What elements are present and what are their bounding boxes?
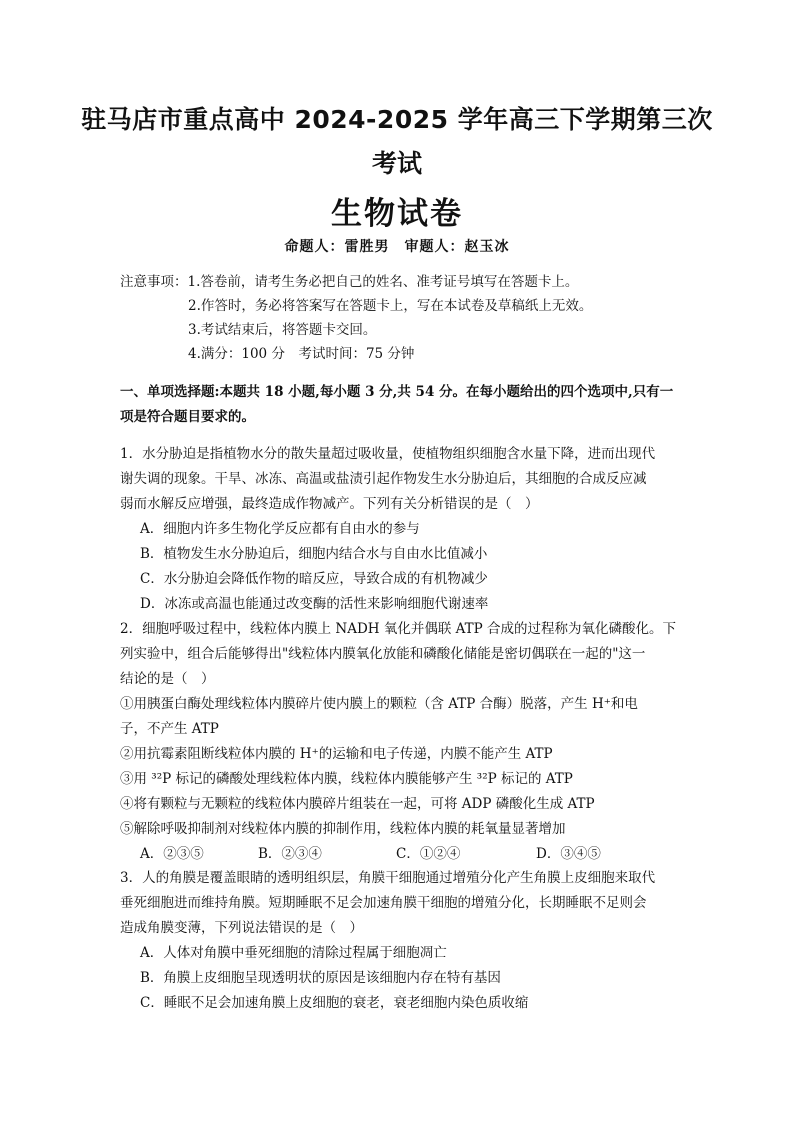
- option-a: A．人体对角膜中垂死细胞的清除过程属于细胞凋亡: [140, 945, 447, 961]
- subject-title: 生物试卷: [331, 196, 463, 232]
- question-3: [120, 866, 680, 1016]
- choice-b: B．②③④: [258, 846, 322, 862]
- choice-d: D．③④⑤: [536, 846, 601, 862]
- option-b: B．角膜上皮细胞呈现透明状的原因是该细胞内存在特有基因: [140, 970, 501, 986]
- exam-notes: [120, 270, 592, 366]
- statement-3: ③用 ³²P 标记的磷酸处理线粒体内膜，线粒体内膜能够产生 ³²P 标记的 ATP: [120, 771, 573, 787]
- question-1: [120, 442, 680, 617]
- option-c: C．睡眠不足会加速角膜上皮细胞的衰老，衰老细胞内染色质收缩: [140, 995, 529, 1011]
- note-item: 3.考试结束后，将答题卡交回。: [188, 322, 377, 338]
- exam-title-line2: 考试: [371, 149, 422, 178]
- notes-label: 注意事项：: [120, 274, 188, 290]
- statement-4: ④将有颗粒与无颗粒的线粒体内膜碎片组装在一起，可将 ADP 磷酸化生成 ATP: [120, 796, 595, 812]
- statement-2: ②用抗霉素阻断线粒体内膜的 H⁺的运输和电子传递，内膜不能产生 ATP: [120, 746, 553, 762]
- statement-1-cont: 子，不产生 ATP: [120, 721, 219, 737]
- choice-a: A．②③⑤: [140, 846, 204, 862]
- question-stem-line: 结论的是（ ）: [120, 671, 215, 687]
- note-item: 4.满分：100 分 考试时间：75 分钟: [188, 346, 415, 362]
- question-stem-line: 造成角膜变薄，下列说法错误的是（ ）: [120, 920, 363, 936]
- note-item: 2.作答时，务必将答案写在答题卡上，写在本试卷及草稿纸上无效。: [188, 298, 593, 314]
- option-c: C．水分胁迫会降低作物的暗反应，导致合成的有机物减少: [140, 571, 488, 587]
- question-stem-line: 弱而水解反应增强，最终造成作物减产。下列有关分析错误的是（ ）: [120, 496, 539, 512]
- exam-title-line1: 驻马店市重点高中 2024-2025 学年高三下学期第三次: [81, 105, 713, 134]
- statement-1: ①用胰蛋白酶处理线粒体内膜碎片使内膜上的颗粒（含 ATP 合酶）脱落，产生 H⁺和电: [120, 696, 638, 712]
- question-stem-line: 垂死细胞进而维持角膜。短期睡眠不足会加速角膜干细胞的增殖分化，长期睡眠不足则会: [120, 895, 647, 911]
- statement-5: ⑤解除呼吸抑制剂对线粒体内膜的抑制作用，线粒体内膜的耗氧量显著增加: [120, 821, 566, 837]
- option-b: B．植物发生水分胁迫后，细胞内结合水与自由水比值减小: [140, 546, 488, 562]
- answer-choices: [120, 842, 680, 867]
- question-2: [120, 617, 680, 867]
- section-heading-line: 一、单项选择题:本题共 18 小题,每小题 3 分,共 54 分。在每小题给出的四个选项中,只有一: [120, 384, 674, 400]
- question-stem-line: 1．水分胁迫是指植物水分的散失量超过吸收量，使植物组织细胞含水量下降，进而出现代: [120, 446, 656, 462]
- option-d: D．冰冻或高温也能通过改变酶的活性来影响细胞代谢速率: [140, 596, 489, 612]
- question-stem-line: 列实验中，组合后能够得出"线粒体内膜氧化放能和磷酸化储能是密切偶联在一起的"这一: [120, 646, 646, 662]
- question-stem-line: 2．细胞呼吸过程中，线粒体内膜上 NADH 氧化并偶联 ATP 合成的过程称为氧化磷酸化。下: [120, 621, 677, 637]
- section-heading: [120, 380, 680, 430]
- question-stem-line: 3．人的角膜是覆盖眼睛的透明组织层，角膜干细胞通过增殖分化产生角膜上皮细胞来取代: [120, 870, 656, 886]
- choice-c: C．①②④: [396, 846, 461, 862]
- question-stem-line: 谢失调的现象。干旱、冰冻、高温或盐渍引起作物发生水分胁迫后，其细胞的合成反应减: [120, 471, 647, 487]
- section-heading-line: 项是符合题目要求的。: [120, 409, 255, 425]
- note-item: 1.答卷前，请考生务必把自己的姓名、准考证号填写在答题卡上。: [187, 274, 579, 290]
- option-a: A．细胞内许多生物化学反应都有自由水的参与: [140, 521, 420, 537]
- authors-line: 命题人：雷胜男 审题人：赵玉冰: [284, 239, 510, 255]
